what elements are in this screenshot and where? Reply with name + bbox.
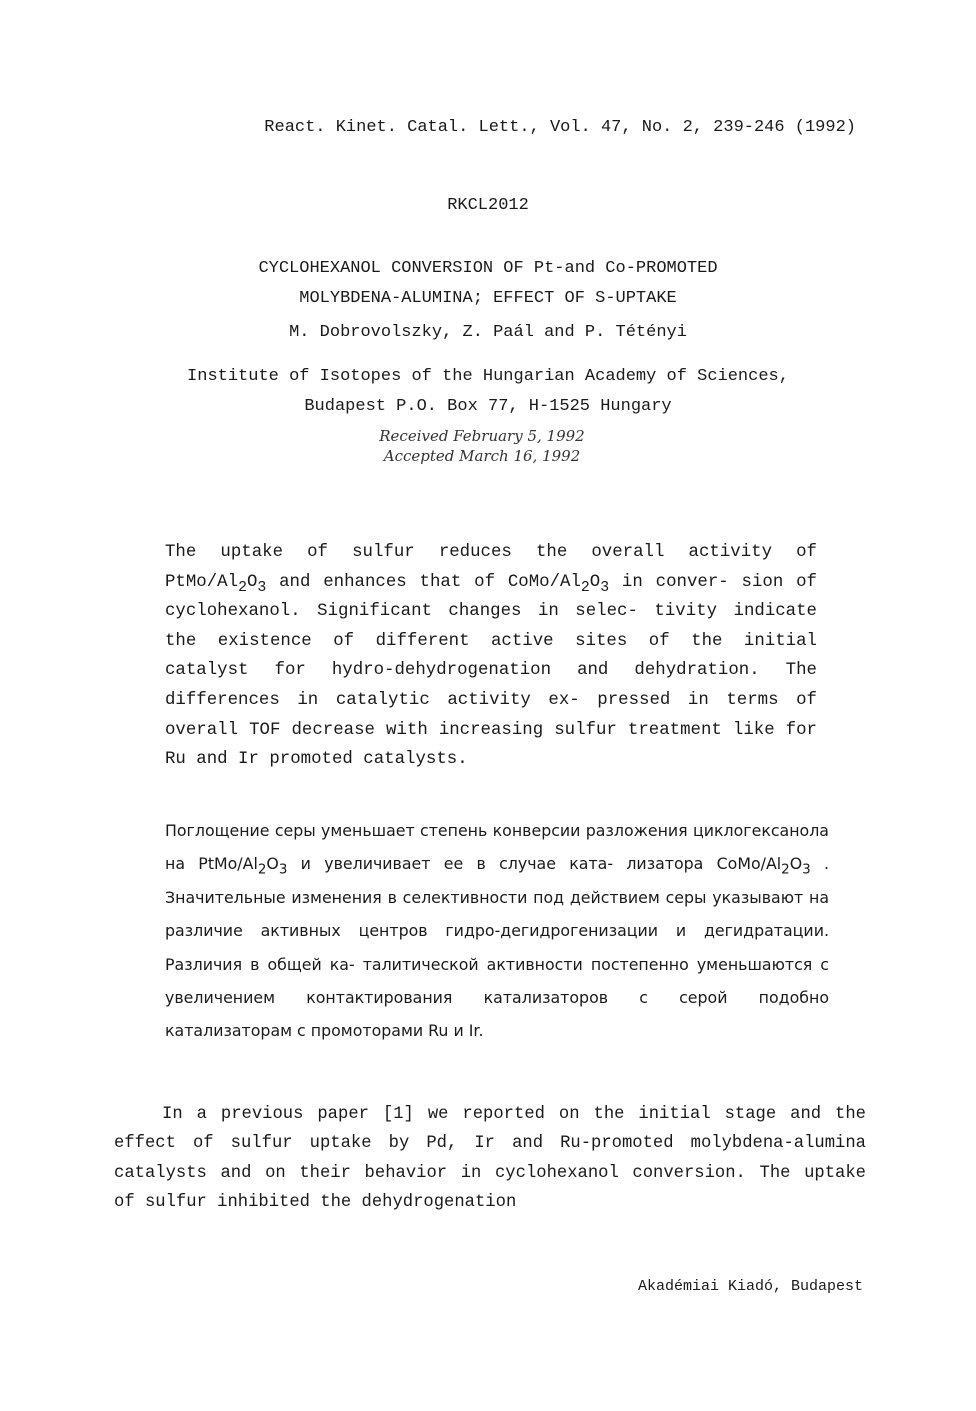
authors: M. Dobrovolszky, Z. Paál and P. Tétényi [289,323,687,342]
received-date: Received February 5, 1992 [379,427,585,445]
body-paragraph: In a previous paper [1] we reported on the initial stage and the effect of sulfur uptake by Pd, Ir and Ru-promoted molybdena-alumina catalysts and on their behavior in cyclohexanol conversion. The uptake of sulfur inhibited the dehydrogenation [114,1105,866,1213]
abstract-russian [165,814,829,1048]
accepted-date: Accepted March 16, 1992 [383,447,581,465]
publisher-footer: Akadémiai Kiadó, Budapest [637,1278,863,1295]
affiliation-line-1: Institute of Isotopes of the Hungarian Academy of Sciences, [187,367,789,386]
title-line-1: CYCLOHEXANOL CONVERSION OF Pt-and Co-PROMOTED [258,259,718,278]
abstract-english [165,538,817,775]
received-accepted-dates [0,426,964,466]
paper-code: RKCL2012 [447,196,529,215]
abstract-english-text: The uptake of sulfur reduces the overall activity of PtMo/$Al_2O_3$ and enhances that of CoMo/$Al_2O_3$ in conver- sion of cyclohexanol. Significant changes in selec- tivity indicate the existence of different active sites of the initial catalyst for hydro-dehydrogenation and dehydration. The differences in catalytic activity ex- pressed in terms of overall TOF decrease with increasing sulfur treatment like for Ru and Ir promoted catalysts. [165,543,817,770]
affiliation [0,362,976,422]
paper-title [0,254,976,314]
body-text [114,1100,866,1218]
affiliation-line-2: Budapest P.O. Box 77, H-1525 Hungary [304,397,672,416]
abstract-russian-text: Поглощение серы уменьшает степень конверсии разложения циклогексанола на PtMo/$Al_2O_3$ и увеличивает ее в случае ката- лизатора CoMo/$Al_2O_3$ . Значительные изменения в селективности под действием серы указывают на различие активных центров гидро-дегидрогенизации и дегидратации. Различия в общей ка- талитической активности постепенно уменьшаются с увеличением контактирования катализаторов с серой подобно катализаторам с промоторами Ru и Ir. [165,821,829,1041]
journal-citation: React. Kinet. Catal. Lett., Vol. 47, No. 2, 239-246 (1992) [264,118,856,137]
title-line-2: MOLYBDENA-ALUMINA; EFFECT OF S-UPTAKE [299,289,677,308]
